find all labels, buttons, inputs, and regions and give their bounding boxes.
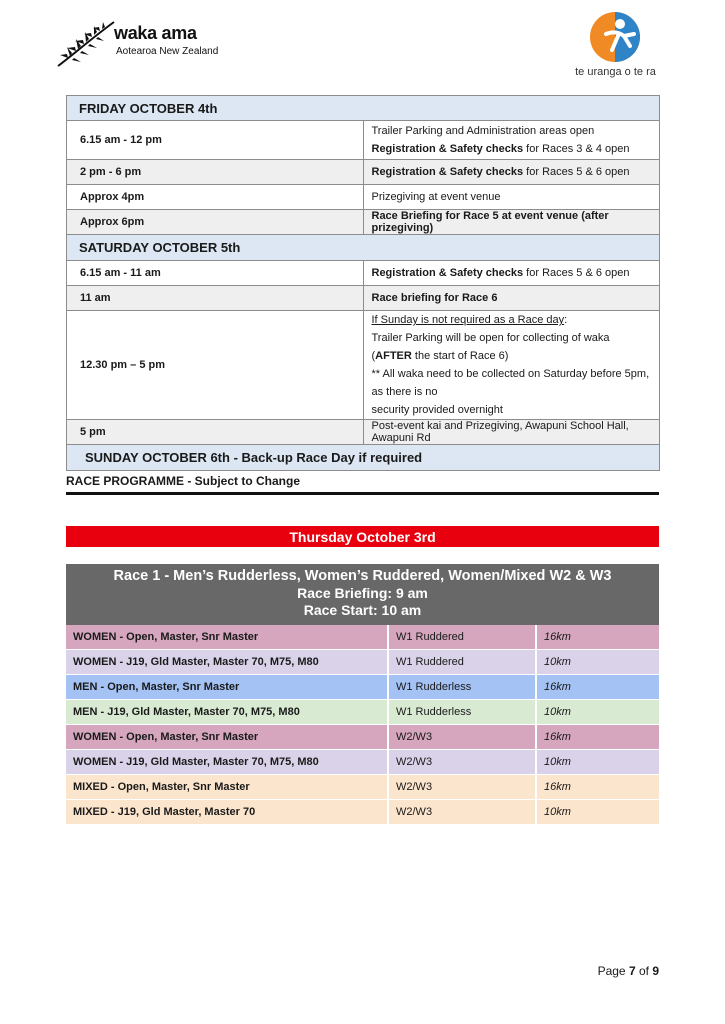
- race-row: [66, 800, 659, 825]
- division-cell: MIXED - Open, Master, Snr Master: [66, 775, 388, 800]
- day-heading-sunday: SUNDAY OCTOBER 6th - Back-up Race Day if required: [67, 445, 660, 471]
- craft-cell: W2/W3: [388, 775, 536, 800]
- activity-cell: Race briefing for Race 6: [363, 286, 660, 311]
- race-header: [66, 564, 659, 625]
- time-cell: 5 pm: [67, 420, 364, 445]
- brand-subtitle: Aotearoa New Zealand: [116, 46, 219, 57]
- schedule-row: [67, 185, 660, 210]
- race-row: [66, 750, 659, 775]
- race-row: [66, 725, 659, 750]
- day-banner: Thursday October 3rd: [66, 526, 659, 547]
- activity-cell: Trailer Parking and Administration areas open Registration & Safety checks for Races 3 & 4 open: [363, 121, 660, 160]
- distance-cell: 16km: [536, 675, 659, 700]
- activity-cell: Race Briefing for Race 5 at event venue (after prizegiving): [363, 210, 660, 235]
- schedule-table: [66, 95, 660, 471]
- distance-cell: 10km: [536, 650, 659, 675]
- division-cell: MEN - Open, Master, Snr Master: [66, 675, 388, 700]
- title-divider: [66, 492, 659, 495]
- distance-cell: 10km: [536, 700, 659, 725]
- time-cell: 11 am: [67, 286, 364, 311]
- distance-cell: 10km: [536, 800, 659, 825]
- craft-cell: W2/W3: [388, 750, 536, 775]
- race-programme-title: RACE PROGRAMME - Subject to Change: [66, 474, 301, 488]
- time-cell: 6.15 am - 11 am: [67, 261, 364, 286]
- activity-cell: Registration & Safety checks for Races 5 & 6 open: [363, 261, 660, 286]
- waka-ama-logo: [56, 20, 226, 68]
- race-start: Race Start: 10 am: [303, 602, 422, 618]
- division-cell: WOMEN - Open, Master, Snr Master: [66, 625, 388, 650]
- activity-cell: Post-event kai and Prizegiving, Awapuni School Hall, Awapuni Rd: [363, 420, 660, 445]
- craft-cell: W2/W3: [388, 800, 536, 825]
- time-cell: 6.15 am - 12 pm: [67, 121, 364, 160]
- distance-cell: 16km: [536, 775, 659, 800]
- schedule-row: [67, 121, 660, 160]
- division-cell: WOMEN - Open, Master, Snr Master: [66, 725, 388, 750]
- day-heading-saturday: SATURDAY OCTOBER 5th: [67, 235, 660, 261]
- craft-cell: W1 Ruddered: [388, 650, 536, 675]
- distance-cell: 16km: [536, 725, 659, 750]
- race-row: [66, 775, 659, 800]
- activity-cell: Prizegiving at event venue: [363, 185, 660, 210]
- time-cell: Approx 4pm: [67, 185, 364, 210]
- time-cell: 12.30 pm – 5 pm: [67, 311, 364, 420]
- division-cell: WOMEN - J19, Gld Master, Master 70, M75, M80: [66, 650, 388, 675]
- race-row: [66, 650, 659, 675]
- distance-cell: 16km: [536, 625, 659, 650]
- activity-cell: If Sunday is not required as a Race day: Trailer Parking will be open for collecting of waka (AFTER the start of Race 6) ** All waka need to be collected on Saturday before 5pm, as there is no security provided overnight: [363, 311, 660, 420]
- distance-cell: 10km: [536, 750, 659, 775]
- schedule-row: [67, 160, 660, 185]
- time-cell: 2 pm - 6 pm: [67, 160, 364, 185]
- race-row: [66, 625, 659, 650]
- logo-caption: te uranga o te ra: [575, 66, 656, 78]
- day-heading-friday: FRIDAY OCTOBER 4th: [67, 96, 660, 121]
- time-cell: Approx 6pm: [67, 210, 364, 235]
- craft-cell: W2/W3: [388, 725, 536, 750]
- schedule-row: [67, 286, 660, 311]
- activity-cell: Registration & Safety checks for Races 5 & 6 open: [363, 160, 660, 185]
- schedule-row: [67, 420, 660, 445]
- craft-cell: W1 Ruddered: [388, 625, 536, 650]
- race-title: Race 1 - Men’s Rudderless, Women’s Ruddered, Women/Mixed W2 & W3: [113, 568, 612, 584]
- race-row: [66, 675, 659, 700]
- division-cell: MEN - J19, Gld Master, Master 70, M75, M80: [66, 700, 388, 725]
- division-cell: MIXED - J19, Gld Master, Master 70: [66, 800, 388, 825]
- te-uranga-logo: [568, 10, 663, 82]
- brand-name: waka ama: [114, 23, 197, 43]
- silver-fern-icon: [56, 20, 116, 68]
- schedule-row: [67, 261, 660, 286]
- craft-cell: W1 Rudderless: [388, 700, 536, 725]
- race-briefing: Race Briefing: 9 am: [297, 585, 428, 601]
- division-cell: WOMEN - J19, Gld Master, Master 70, M75, M80: [66, 750, 388, 775]
- runner-circle-icon: [568, 10, 663, 66]
- race-row: [66, 700, 659, 725]
- craft-cell: W1 Rudderless: [388, 675, 536, 700]
- schedule-row: [67, 210, 660, 235]
- race-divisions-table: [66, 625, 659, 825]
- page-number: Page 7 of 9: [597, 964, 659, 978]
- schedule-row: [67, 311, 660, 420]
